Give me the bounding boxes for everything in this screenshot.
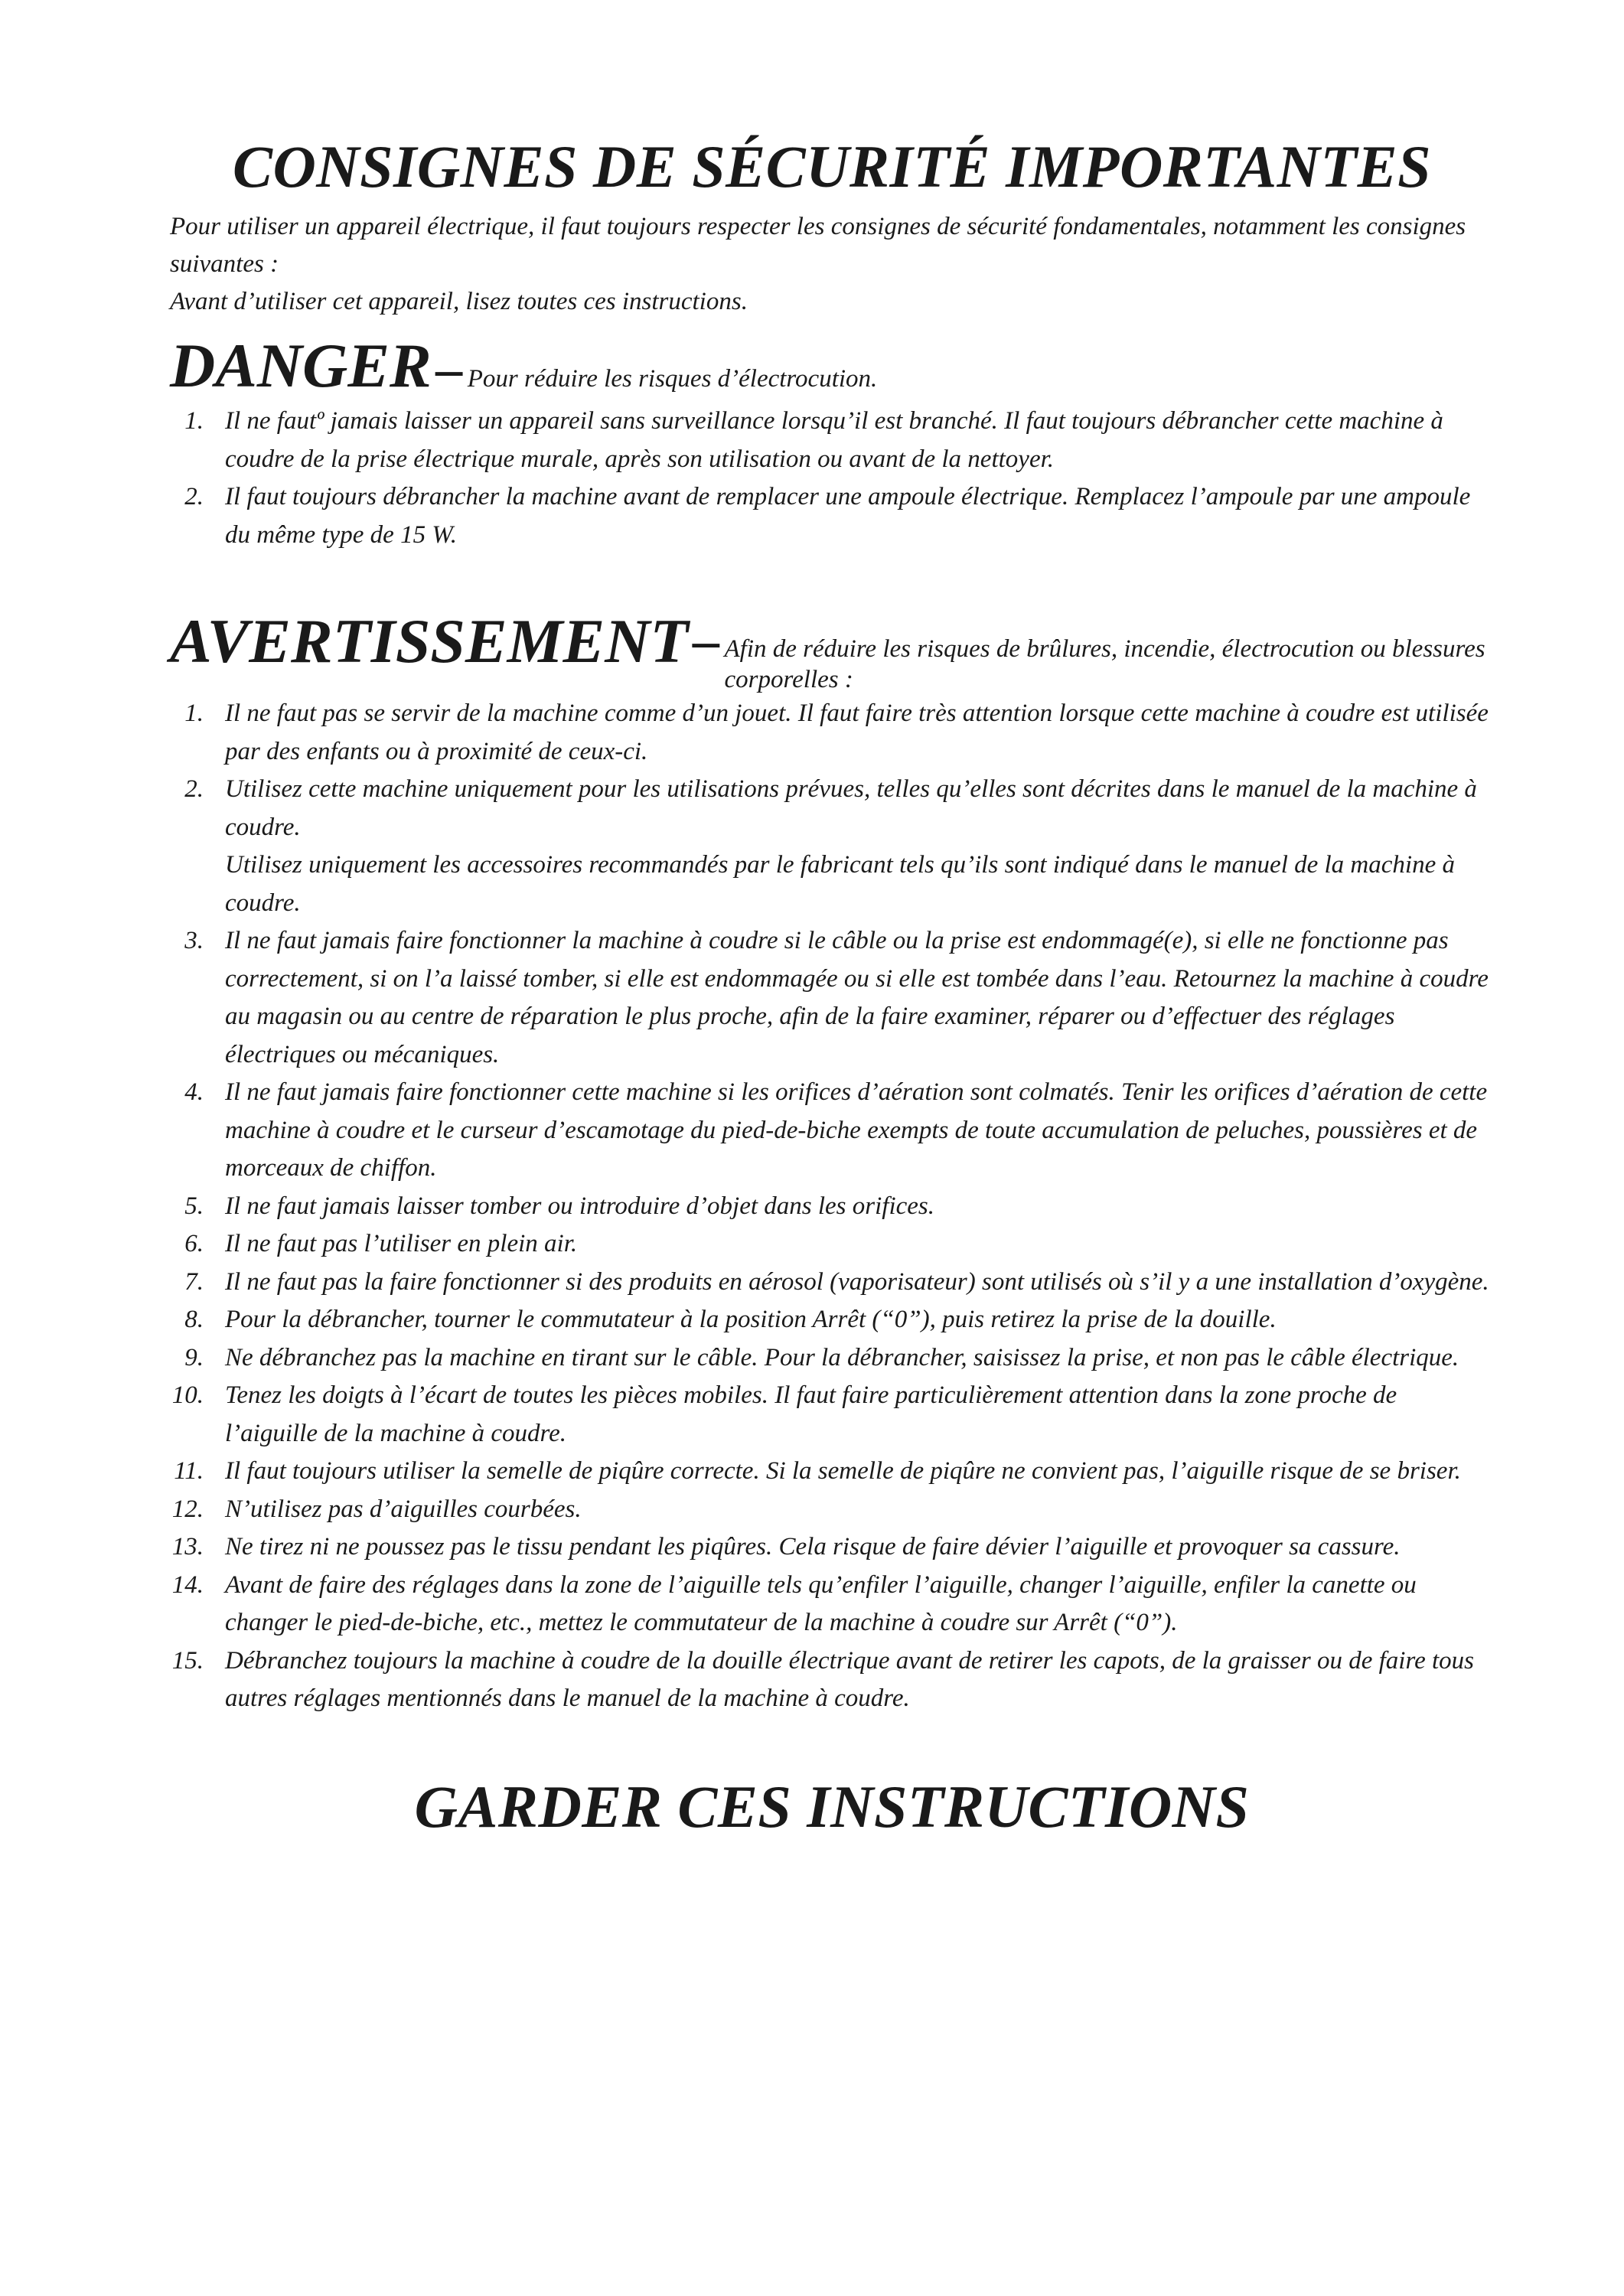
list-item [170,1264,1494,1302]
item-text: Pour la débrancher, tourner le commutateur à la position Arrêt (“0”), puis retirez la prise de la douille. [225,1306,1277,1333]
list-item [170,1453,1494,1491]
item-text: Il ne faut jamais faire fonctionner cette machine si les orifices d’aération sont colmatés. Tenir les orifices d’aération de cette machine à coudre et le curseur d’escamotage du pied-de-biche exempts de toute accumulation de peluches, poussières et de morceaux de chiffon. [225,1078,1488,1182]
item-number: 5. [184,1192,204,1220]
list-item [170,695,1494,771]
item-text: Il faut toujours débrancher la machine avant de remplacer une ampoule électrique. Remplacez l’ampoule par une ampoule du même type de 15 W. [225,483,1471,549]
heading-dash: – [435,340,463,399]
document-page [170,130,1494,1844]
item-text: Utilisez cette machine uniquement pour les utilisations prévues, telles qu’elles sont décrites dans le manuel de la machine à coudre. [225,775,1477,841]
item-number: 10. [171,1381,204,1409]
warning-title: AVERTISSEMENT [170,606,689,676]
item-text: Il ne faut jamais faire fonctionner la machine à coudre si le câble ou la prise est endommagé(e), si elle ne fonctionne pas correctement, si on l’a laissé tomber, si elle est endommagée ou si elle est tombée dans l’eau. Retournez la machine à coudre au magasin ou au centre de réparation le plus proche, afin de la faire examiner, réparer ou d’effectuer des réglages électriques ou mécaniques. [225,927,1489,1068]
item-text: Il faut toujours utiliser la semelle de piqûre correcte. Si la semelle de piqûre ne convient pas, l’aiguille risque de se briser. [225,1457,1461,1485]
list-item [170,1491,1494,1529]
item-text: Il ne faut pas la faire fonctionner si des produits en aérosol (vaporisateur) sont utilisés où s’il y a une installation d’oxygène. [225,1267,1489,1296]
item-text: Ne débranchez pas la machine en tirant sur le câble. Pour la débrancher, saisissez la prise, et non pas le câble électrique. [225,1343,1459,1371]
item-number: 4. [184,1078,204,1106]
list-item [170,1188,1494,1226]
item-number: 3. [184,927,204,954]
item-number: 8. [184,1306,204,1333]
list-item [170,1225,1494,1264]
item-text: Ne tirez ni ne poussez pas le tissu pendant les piqûres. Cela risque de faire dévier l’aiguille et provoquer sa cassure. [225,1533,1401,1561]
item-number: 2. [184,483,204,510]
item-text: Il ne faut pas l’utiliser en plein air. [225,1230,578,1257]
warning-subtitle: Afin de réduire les risques de brûlures, incendie, électrocution ou blessures corporelles : [724,635,1485,693]
item-text: Débranchez toujours la machine à coudre de la douille électrique avant de retirer les capots, de la graisser ou de faire tous autres réglages mentionnés dans le manuel de la machine à coudre. [225,1646,1475,1712]
item-number: 1. [184,700,204,727]
item-text: Il ne fautº jamais laisser un appareil sans surveillance lorsqu’il est branché. Il faut toujours débrancher cette machine à coudre de la prise électrique murale, après son utilisation ou avant de la nettoyer. [225,407,1443,473]
list-item [170,771,1494,922]
list-item [170,1301,1494,1339]
item-text: Avant de faire des réglages dans la zone de l’aiguille tels qu’enfiler l’aiguille, changer l’aiguille, enfiler la canette ou changer le pied-de-biche, etc., mettez le commutateur de la machine à coudre sur Arrêt (“0”). [225,1570,1417,1636]
danger-title: DANGER [170,331,432,400]
danger-heading [170,333,1494,403]
list-item [170,1339,1494,1378]
item-text: N’utilisez pas d’aiguilles courbées. [225,1495,582,1523]
item-number: 7. [184,1267,204,1296]
warning-heading [170,606,1494,695]
item-number: 12. [171,1495,204,1523]
item-number: 6. [184,1230,204,1257]
list-item [170,1528,1494,1567]
item-number: 1. [184,407,204,435]
list-item [170,1642,1494,1718]
item-text: Il ne faut jamais laisser tomber ou introduire d’objet dans les orifices. [225,1192,934,1220]
item-number: 13. [171,1533,204,1561]
danger-subtitle: Pour réduire les risques d’électrocution. [467,365,878,393]
list-item [170,922,1494,1074]
item-number: 15. [171,1646,204,1675]
page-title: CONSIGNES DE SÉCURITÉ IMPORTANTES [232,133,1432,200]
list-item [170,403,1494,478]
list-item [170,478,1494,554]
item-number: 9. [184,1343,204,1371]
item-number: 2. [184,775,204,803]
intro-paragraph: Pour utiliser un appareil électrique, il faut toujours respecter les consignes de sécurité fondamentales, notamment les consignes suivantes : [170,213,1466,278]
warning-list [170,695,1494,1718]
intro-paragraph: Avant d’utiliser cet appareil, lisez toutes ces instructions. [170,288,748,315]
heading-dash: – [693,612,720,670]
item-number: 14. [171,1570,204,1599]
list-item [170,1074,1494,1188]
item-text: Tenez les doigts à l’écart de toutes les pièces mobiles. Il faut faire particulièrement attention dans la zone proche de l’aiguille de la machine à coudre. [225,1381,1397,1447]
danger-list [170,403,1494,554]
list-item [170,1567,1494,1642]
item-extra-text: Utilisez uniquement les accessoires recommandés par le fabricant tels qu’ils sont indiqué dans le manuel de la machine à coudre. [225,851,1455,917]
intro-block [170,208,1494,321]
footer-title: GARDER CES INSTRUCTIONS [414,1773,1250,1840]
list-item [170,1377,1494,1453]
item-number: 11. [174,1457,204,1485]
item-text: Il ne faut pas se servir de la machine comme d’un jouet. Il faut faire très attention lorsque cette machine à coudre est utilisée par des enfants ou à proximité de ceux-ci. [225,700,1489,765]
